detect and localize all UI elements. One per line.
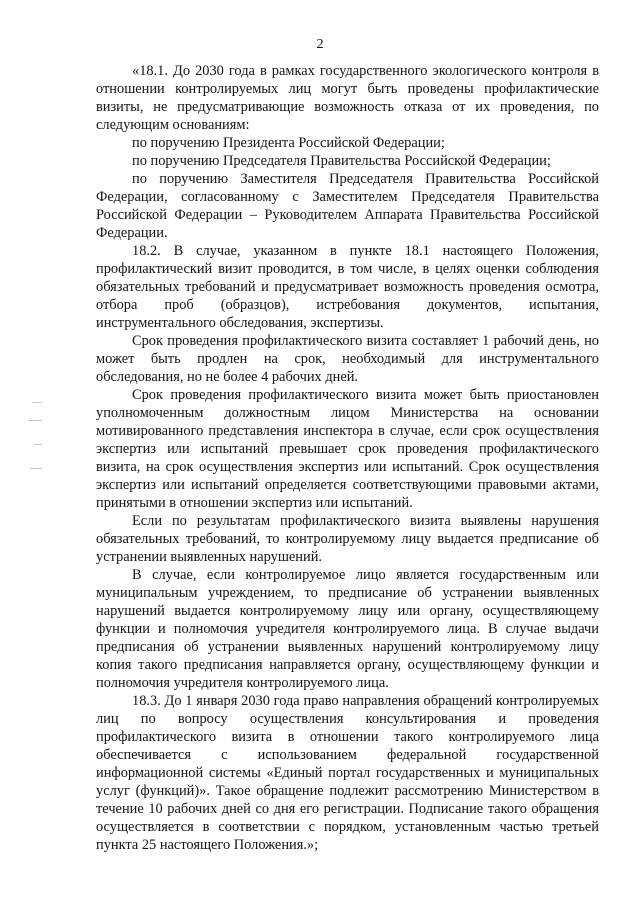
paragraph-visit-suspension: Срок проведения профилактического визита может быть приостановлен уполномоченным должностным лицом Министерства на основании мотивированного представления инспектора в случае, если срок осуществления экспертиз или испытаний превышает срок проведения профилактического визита, на срок осуществления экспертиз или испытаний. Срок осуществления экспертиз или испытаний определяется соответствующими правовыми актами, принятыми в отношении экспертиз или испытаний. xyxy=(96,387,599,511)
paragraph-violations-order: Если по результатам профилактического визита выявлены нарушения обязательных требований, то контролируемому лицу выдается предписание об устранении выявленных нарушений. xyxy=(96,513,599,565)
paragraph-state-institution: В случае, если контролируемое лицо является государственным или муниципальным учреждением, то предписание об устранении выявленных нарушений выдается контролируемому лицу или органу, осуществляющему функции и полномочия учредителя контролируемого лица. В случае выдачи предписания об устранении выявленных нарушений контролируемому лицу копия такого предписания направляется органу, осуществляющему функции и полномочия учредителя контролируемого лица. xyxy=(96,567,599,691)
page-number: 2 xyxy=(316,37,324,52)
paragraph-basis-deputy-chairman: по поручению Заместителя Председателя Правительства Российской Федерации, согласованному с Заместителем Председателя Правительства Российской Федерации – Руководителем Аппарата Правительства Российской Федерации. xyxy=(96,171,599,241)
paragraph-basis-chairman: по поручению Председателя Правительства Российской Федерации; xyxy=(132,153,551,169)
scan-artifact xyxy=(26,398,52,488)
document-body xyxy=(96,62,599,854)
paragraph-18-1-intro: «18.1. До 2030 года в рамках государственного экологического контроля в отношении контролируемых лиц могут быть проведены профилактические визиты, не предусматривающие возможность отказа от их проведения, по следующим основаниям: xyxy=(96,63,599,133)
paragraph-18-3: 18.3. До 1 января 2030 года право направления обращений контролируемых лиц по вопросу осуществления консультирования и проведения профилактического визита в отношении такого контролируемого лица обеспечивается с использованием федеральной государственной информационной системы «Единый портал государственных и муниципальных услуг (функций)». Такое обращение подлежит рассмотрению Министерством в течение 10 рабочих дней со дня его регистрации. Подписание такого обращения осуществляется в соответствии с порядком, установленным частью третьей пункта 25 настоящего Положения.»; xyxy=(96,693,599,853)
paragraph-18-2: 18.2. В случае, указанном в пункте 18.1 настоящего Положения, профилактический визит проводится, в том числе, в целях оценки соблюдения обязательных требований и предусматривает возможность проведения осмотра, отбора проб (образцов), истребования документов, испытания, инструментального обследования, экспертизы. xyxy=(96,243,599,331)
paragraph-visit-duration: Срок проведения профилактического визита составляет 1 рабочий день, но может быть продлен на срок, необходимый для инструментального обследования, но не более 4 рабочих дней. xyxy=(96,333,599,385)
paragraph-basis-president: по поручению Президента Российской Федерации; xyxy=(132,135,445,151)
